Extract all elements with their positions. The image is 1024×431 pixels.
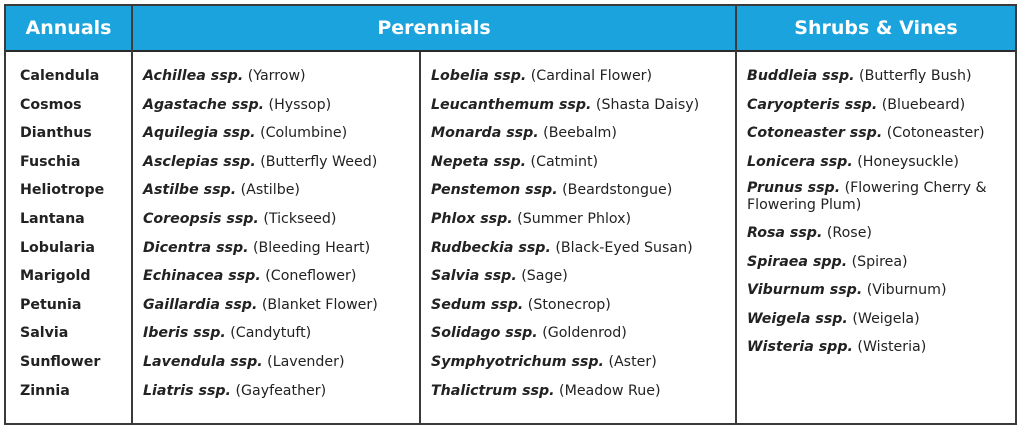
scientific-name: Cotoneaster ssp.: [747, 125, 883, 142]
header-shrubs-vines: Shrubs & Vines: [794, 17, 958, 39]
scientific-name: Thalictrum ssp.: [431, 382, 555, 399]
perennial-item: [143, 238, 378, 267]
perennial-item: [431, 266, 699, 295]
scientific-name: Wisteria spp.: [747, 339, 853, 356]
scientific-name: Leucanthemum ssp.: [431, 96, 592, 113]
common-name: (Cotoneaster): [886, 125, 985, 142]
scientific-name: Agastache ssp.: [143, 96, 265, 113]
shrub-vine-item: [747, 223, 1012, 252]
shrub-vine-item: [747, 95, 1012, 124]
scientific-name: Weigela ssp.: [747, 310, 848, 327]
column-divider: [131, 6, 133, 423]
common-name: (Bleeding Heart): [253, 239, 371, 256]
scientific-name: Viburnum ssp.: [747, 282, 863, 299]
perennial-item: [431, 323, 699, 352]
perennial-item: [431, 123, 699, 152]
common-name: (Butterfly Bush): [859, 68, 972, 84]
common-name: (Yarrow): [247, 68, 306, 84]
perennial-item: [431, 66, 699, 95]
scientific-name: Rosa ssp.: [747, 224, 823, 241]
perennial-item: [143, 381, 378, 410]
common-name: (Weigela): [852, 310, 920, 327]
shrub-vine-item: [747, 123, 1012, 152]
perennial-item: [431, 95, 699, 124]
scientific-name: Achillea ssp.: [143, 68, 244, 84]
scientific-name: Aquilegia ssp.: [143, 125, 256, 142]
perennial-item: [143, 352, 378, 381]
common-name: (Gayfeather): [235, 382, 327, 399]
shrubs-vines-column: [747, 66, 1012, 366]
annual-item: Lantana: [20, 210, 85, 227]
common-name: (Rose): [826, 224, 872, 241]
scientific-name: Salvia ssp.: [431, 268, 517, 285]
scientific-name: Solidago ssp.: [431, 325, 538, 342]
annual-item: Zinnia: [20, 382, 70, 399]
shrub-vine-item: [747, 280, 1012, 309]
perennial-item: [143, 323, 378, 352]
scientific-name: Spiraea spp.: [747, 253, 848, 270]
perennial-item: [143, 152, 378, 181]
common-name: (Shasta Daisy): [595, 96, 700, 113]
plant-table: [4, 4, 1017, 425]
common-name: (Coneflower): [265, 268, 357, 285]
perennial-item: [431, 180, 699, 209]
scientific-name: Caryopteris ssp.: [747, 96, 878, 113]
annual-item: Lobularia: [20, 239, 95, 256]
scientific-name: Sedum ssp.: [431, 296, 524, 313]
annual-item: Marigold: [20, 268, 91, 285]
common-name: (Honeysuckle): [857, 153, 959, 170]
scientific-name: Lavendula ssp.: [143, 353, 263, 370]
common-name: (Meadow Rue): [559, 382, 661, 399]
common-name: (Flowering Cherry & Flowering Plum): [747, 180, 987, 214]
perennial-item: [143, 123, 378, 152]
common-name: (Wisteria): [857, 339, 927, 356]
common-name: (Tickseed): [263, 210, 337, 227]
column-divider: [419, 52, 421, 423]
perennial-item: [431, 381, 699, 410]
scientific-name: Dicentra ssp.: [143, 239, 249, 256]
common-name: (Beebalm): [543, 125, 617, 142]
annual-item: Heliotrope: [20, 182, 105, 199]
perennial-item: [143, 95, 378, 124]
shrub-vine-item: [747, 152, 1012, 181]
common-name: (Catmint): [530, 153, 599, 170]
common-name: (Goldenrod): [542, 325, 627, 342]
shrub-vine-item: [747, 180, 1012, 214]
perennial-item: [143, 295, 378, 324]
common-name: (Spirea): [851, 253, 908, 270]
shrub-vine-item: [747, 66, 1012, 95]
common-name: (Cardinal Flower): [530, 68, 653, 84]
table-header: [6, 6, 1015, 52]
common-name: (Astilbe): [240, 182, 300, 199]
scientific-name: Lobelia ssp.: [431, 68, 527, 84]
scientific-name: Buddleia ssp.: [747, 68, 855, 84]
annual-item: Calendula: [20, 68, 100, 84]
scientific-name: Rudbeckia ssp.: [431, 239, 551, 256]
perennial-item: [431, 295, 699, 324]
scientific-name: Phlox ssp.: [431, 210, 513, 227]
annuals-column: [20, 66, 104, 409]
perennial-item: [431, 152, 699, 181]
annual-item: Dianthus: [20, 125, 92, 142]
perennial-item: [431, 209, 699, 238]
column-divider: [735, 6, 737, 423]
common-name: (Stonecrop): [527, 296, 611, 313]
scientific-name: Symphyotrichum ssp.: [431, 353, 604, 370]
common-name: (Aster): [608, 353, 657, 370]
header-perennials: Perennials: [377, 17, 491, 39]
shrub-vine-item: [747, 252, 1012, 281]
perennial-item: [143, 66, 378, 95]
shrub-vine-item: [747, 309, 1012, 338]
annual-item: Cosmos: [20, 96, 82, 113]
scientific-name: Asclepias ssp.: [143, 153, 256, 170]
perennial-item: [143, 180, 378, 209]
common-name: (Blanket Flower): [261, 296, 378, 313]
scientific-name: Iberis ssp.: [143, 325, 226, 342]
scientific-name: Nepeta ssp.: [431, 153, 527, 170]
scientific-name: Lonicera ssp.: [747, 153, 853, 170]
scientific-name: Gaillardia ssp.: [143, 296, 258, 313]
common-name: (Butterfly Weed): [260, 153, 378, 170]
scientific-name: Prunus ssp.: [747, 180, 841, 197]
scientific-name: Echinacea ssp.: [143, 268, 261, 285]
annual-item: Petunia: [20, 296, 82, 313]
common-name: (Black-Eyed Susan): [555, 239, 693, 256]
common-name: (Hyssop): [268, 96, 332, 113]
perennials-left-column: [143, 66, 378, 409]
perennial-item: [143, 266, 378, 295]
header-annuals: Annuals: [25, 17, 112, 39]
perennial-item: [431, 352, 699, 381]
common-name: (Beardstongue): [562, 182, 673, 199]
perennial-item: [431, 238, 699, 267]
common-name: (Sage): [521, 268, 568, 285]
common-name: (Summer Phlox): [517, 210, 632, 227]
annual-item: Sunflower: [20, 353, 101, 370]
annual-item: Fuschia: [20, 153, 81, 170]
common-name: (Columbine): [260, 125, 348, 142]
perennials-right-column: [431, 66, 699, 409]
scientific-name: Monarda ssp.: [431, 125, 539, 142]
scientific-name: Astilbe ssp.: [143, 182, 237, 199]
perennial-item: [143, 209, 378, 238]
scientific-name: Liatris ssp.: [143, 382, 231, 399]
scientific-name: Coreopsis ssp.: [143, 210, 259, 227]
annual-item: Salvia: [20, 325, 69, 342]
shrub-vine-item: [747, 337, 1012, 366]
scientific-name: Penstemon ssp.: [431, 182, 558, 199]
common-name: (Candytuft): [230, 325, 312, 342]
common-name: (Viburnum): [866, 282, 947, 299]
common-name: (Bluebeard): [881, 96, 966, 113]
common-name: (Lavender): [267, 353, 345, 370]
